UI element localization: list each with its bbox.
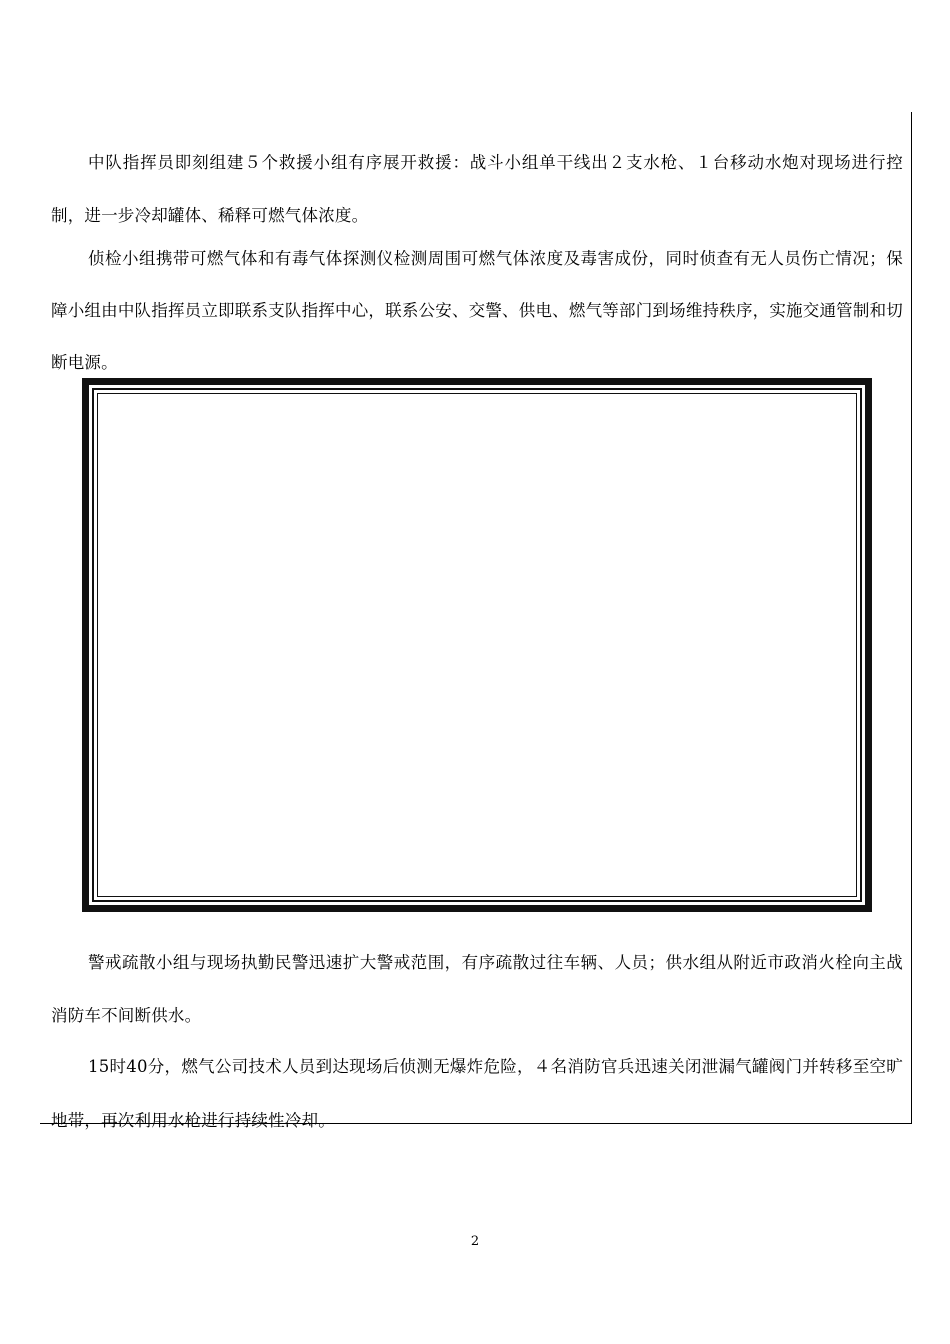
paragraph-evacuation-water-supply: 警戒疏散小组与现场执勤民警迅速扩大警戒范围，有序疏散过往车辆、人员；供水组从附近市政消火栓向主战消防车不间断供水。 <box>51 953 903 1025</box>
page-number: 2 <box>470 1234 480 1249</box>
paragraph-rescue-groups: 中队指挥员即刻组建５个救援小组有序展开救援：战斗小组单干线出２支水枪、１台移动水炮对现场进行控制，进一步冷却罐体、稀释可燃气体浓度。 <box>51 153 903 225</box>
photo-frame-inner-border <box>92 388 862 902</box>
photo-placeholder-frame <box>82 378 872 912</box>
photo-frame-innermost-border <box>97 393 857 897</box>
paragraph-valve-closure: 15时40分，燃气公司技术人员到达现场后侦测无爆炸危险，４名消防官兵迅速关闭泄漏气罐阀门并转移至空旷地带，再次利用水枪进行持续性冷却。 <box>51 1057 903 1130</box>
paragraph-detection-support: 侦检小组携带可燃气体和有毒气体探测仪检测周围可燃气体浓度及毒害成份，同时侦查有无人员伤亡情况；保障小组由中队指挥员立即联系支队指挥中心，联系公安、交警、供电、燃气等部门到场维持秩序，实施交通管制和切断电源。 <box>51 249 903 372</box>
